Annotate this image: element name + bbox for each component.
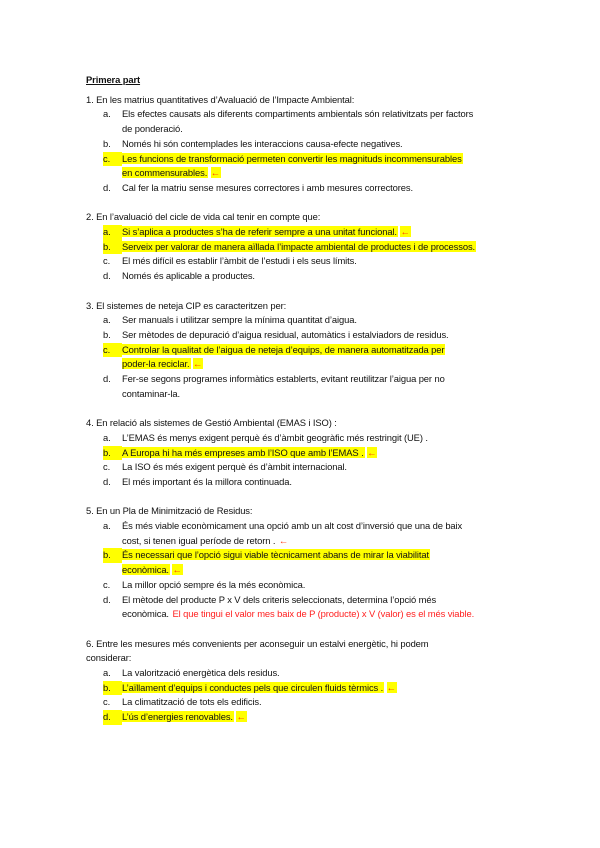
option-letter: b. <box>103 446 122 461</box>
option-letter: a. <box>103 314 111 326</box>
answer-option-c <box>86 578 526 593</box>
option-letter: b. <box>103 328 111 340</box>
option-line <box>122 681 526 696</box>
answer-option-a <box>86 225 526 240</box>
option-line <box>122 254 526 269</box>
option-line <box>122 695 526 710</box>
option-line <box>122 548 526 563</box>
option-line <box>122 122 526 137</box>
answer-arrow-icon: ← <box>236 711 246 723</box>
question-text: 2. En l’avaluació del cicle de vida cal tenir en compte que: <box>86 211 321 223</box>
answer-option-b <box>86 681 526 696</box>
option-line <box>122 519 526 534</box>
option-letter: b. <box>103 548 122 563</box>
option-letter: a. <box>103 431 111 443</box>
answer-option-b <box>86 240 526 255</box>
answer-arrow-icon: ← <box>172 564 182 576</box>
option-line <box>122 225 526 240</box>
answer-option-b <box>86 446 526 461</box>
section-title: Primera part <box>86 74 141 85</box>
option-line <box>122 563 526 578</box>
option-text: La climatització de tots els edificis. <box>122 696 262 708</box>
option-letter: b. <box>103 137 111 149</box>
answer-option-d <box>86 710 526 725</box>
option-line <box>122 460 526 475</box>
option-letter: a. <box>103 108 111 120</box>
option-text: Les funcions de transformació permeten convertir les magnituds incommensurables <box>122 152 462 164</box>
option-letter: b. <box>103 681 122 696</box>
option-text: El més difícil es establir l’àmbit de l’estudi i els seus límits. <box>122 255 357 267</box>
option-text: És més viable econòmicament una opció amb un alt cost d’inversió que una de baix <box>122 520 463 532</box>
answer-option-d <box>86 181 526 196</box>
option-text: Serveix per valorar de manera aïllada l’impacte ambiental de productes i de processos. <box>122 240 476 252</box>
option-text: poder-la reciclar. <box>122 358 190 370</box>
option-text: Només hi són contemplades les interaccions causa-efecte negatives. <box>122 137 403 149</box>
question-text: 5. En un Pla de Minimització de Residus: <box>86 505 253 517</box>
option-text: de ponderació. <box>122 123 183 135</box>
answer-option-c <box>86 460 526 475</box>
option-letter: c. <box>103 343 122 358</box>
option-letter: b. <box>103 240 122 255</box>
option-text: Controlar la qualitat de l’aigua de neteja d’equips, de manera automatitzada per <box>122 343 445 355</box>
question-text: 3. El sistemes de neteja CIP es caracteritzen per: <box>86 299 287 311</box>
answer-note: El que tingui el valor mes baix de P (producte) x V (valor) es el més viable. <box>172 608 475 620</box>
answer-option-b <box>86 137 526 152</box>
option-line <box>122 534 526 549</box>
answer-arrow-icon: ← <box>386 681 396 693</box>
option-letter: d. <box>103 373 111 385</box>
option-line <box>122 137 526 152</box>
option-text: econòmica. <box>122 608 169 620</box>
option-letter: a. <box>103 520 111 532</box>
option-line <box>122 343 526 358</box>
option-text: La millor opció sempre és la més econòmica. <box>122 578 306 590</box>
answer-option-d <box>86 372 526 401</box>
question-2 <box>86 210 526 284</box>
option-text: econòmica. <box>122 564 169 576</box>
option-letter: d. <box>103 181 111 193</box>
option-text: A Europa hi ha més empreses amb l’ISO que amb l’EMAS . <box>122 446 364 458</box>
option-line <box>122 446 526 461</box>
question-6 <box>86 637 526 725</box>
option-line <box>122 607 526 622</box>
option-text: Fer-se segons programes informàtics establerts, evitant reutilitzar l’aigua per no <box>122 373 445 385</box>
option-line <box>122 387 526 402</box>
option-letter: a. <box>103 225 122 240</box>
option-text: Ser mètodes de depuració d’aigua residual, automàtics i estalviadors de residus. <box>122 328 449 340</box>
option-line <box>122 166 526 181</box>
answer-option-c <box>86 254 526 269</box>
option-letter: a. <box>103 667 111 679</box>
answer-option-a <box>86 666 526 681</box>
option-line <box>122 240 526 255</box>
option-text: Els efectes causats als diferents compartiments ambientals són relativitzats per factors <box>122 108 474 120</box>
option-letter: d. <box>103 593 111 605</box>
option-letter: c. <box>103 255 111 267</box>
option-text: en commensurables. <box>122 167 208 179</box>
option-text: La valorització energètica dels residus. <box>122 667 280 679</box>
option-line <box>122 269 526 284</box>
answer-option-a <box>86 313 526 328</box>
option-line <box>122 372 526 387</box>
question-3 <box>86 299 526 402</box>
option-line <box>122 431 526 446</box>
option-text: L’ús d’energies renovables. <box>122 711 233 723</box>
option-text: La ISO és més exigent perquè és d’àmbit internacional. <box>122 461 347 473</box>
option-text: contaminar-la. <box>122 387 180 399</box>
option-letter: c. <box>103 578 111 590</box>
option-line <box>122 181 526 196</box>
question-text: 4. En relació als sistemes de Gestió Ambiental (EMAS i ISO) : <box>86 417 337 429</box>
question-5 <box>86 504 526 622</box>
option-line <box>122 578 526 593</box>
question-4 <box>86 416 526 490</box>
option-text: cost, si tenen igual període de retorn . <box>122 534 276 546</box>
question-text: considerar: <box>86 652 132 664</box>
answer-arrow-icon: ← <box>367 446 377 458</box>
question-1 <box>86 93 526 196</box>
option-line <box>122 666 526 681</box>
option-letter: c. <box>103 696 111 708</box>
option-letter: d. <box>103 270 111 282</box>
document-page <box>86 73 526 725</box>
option-letter: d. <box>103 710 122 725</box>
option-text: L’EMAS és menys exigent perquè és d’àmbit geogràfic més restringit (UE) . <box>122 431 428 443</box>
option-text: L’aïllament d’equips i conductes pels que circulen fluids tèrmics . <box>122 681 384 693</box>
answer-arrow-icon: ← <box>278 534 289 546</box>
option-line <box>122 475 526 490</box>
option-letter: d. <box>103 475 111 487</box>
option-text: Només és aplicable a productes. <box>122 270 255 282</box>
question-text: 6. Entre les mesures més convenients per aconseguir un estalvi energètic, hi podem <box>86 637 429 649</box>
question-text: 1. En les matrius quantitatives d’Avaluació de l’Impacte Ambiental: <box>86 93 355 105</box>
option-line <box>122 152 526 167</box>
option-text: El més important és la millora continuada. <box>122 475 292 487</box>
option-text: És necessari que l’opció sigui viable tècnicament abans de mirar la viabilitat <box>122 549 429 561</box>
answer-option-c <box>86 695 526 710</box>
answer-option-b <box>86 548 526 577</box>
option-line <box>122 593 526 608</box>
answer-option-a <box>86 431 526 446</box>
answer-option-c <box>86 152 526 181</box>
option-line <box>122 328 526 343</box>
question-list <box>86 93 526 725</box>
answer-option-d <box>86 475 526 490</box>
answer-option-b <box>86 328 526 343</box>
answer-option-a <box>86 107 526 136</box>
answer-option-a <box>86 519 526 548</box>
option-text: El mètode del producte P x V dels criteris seleccionats, determina l’opció més <box>122 593 437 605</box>
answer-arrow-icon: ← <box>193 358 203 370</box>
answer-arrow-icon: ← <box>400 226 410 238</box>
answer-option-d <box>86 593 526 622</box>
option-text: Ser manuals i utilitzar sempre la mínima quantitat d’aigua. <box>122 314 357 326</box>
option-letter: c. <box>103 461 111 473</box>
option-letter: c. <box>103 152 122 167</box>
answer-option-d <box>86 269 526 284</box>
option-line <box>122 107 526 122</box>
answer-option-c <box>86 343 526 372</box>
option-text: Cal fer la matriu sense mesures correctores i amb mesures correctores. <box>122 181 414 193</box>
option-line <box>122 313 526 328</box>
option-line <box>122 357 526 372</box>
option-line <box>122 710 526 725</box>
option-text: Si s’aplica a productes s’ha de referir sempre a una unitat funcional. <box>122 226 397 238</box>
answer-arrow-icon: ← <box>210 167 221 179</box>
